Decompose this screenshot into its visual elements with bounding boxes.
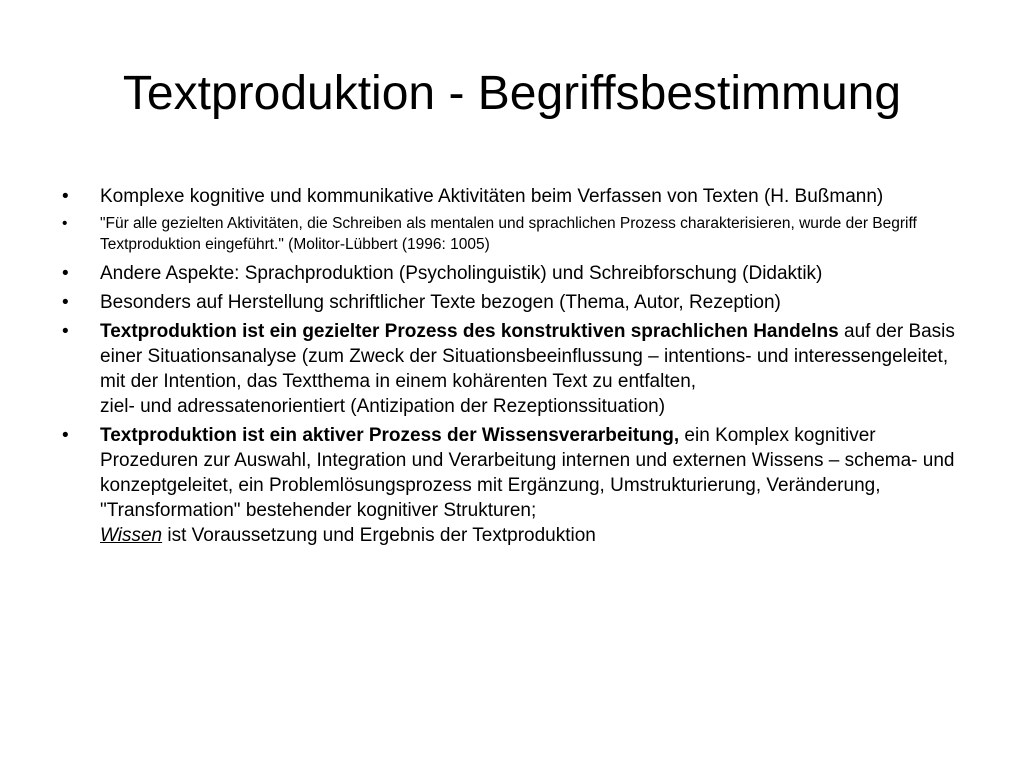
- bullet-text-line2: ziel- und adressatenorientiert (Antizipation der Rezeptionssituation): [100, 396, 666, 417]
- bullet-item: [62, 184, 972, 209]
- bullet-text-tail: ist Voraussetzung und Ergebnis der Textproduktion: [162, 525, 596, 546]
- bullet-text: Komplexe kognitive und kommunikative Aktivitäten beim Verfassen von Texten (H. Bußmann): [100, 186, 884, 207]
- bullet-marker: •: [62, 425, 69, 446]
- emphasized-word: Wissen: [100, 525, 163, 546]
- bullet-marker: •: [62, 292, 69, 313]
- bullet-item-definition-1: [62, 319, 972, 419]
- bullet-marker: •: [62, 215, 68, 232]
- bullet-marker: •: [62, 186, 69, 207]
- bullet-text: Andere Aspekte: Sprachproduktion (Psycholinguistik) und Schreibforschung (Didaktik): [100, 263, 823, 284]
- bullet-item: [62, 261, 972, 286]
- slide-title: Textproduktion - Begriffsbestimmung: [122, 67, 902, 120]
- bullet-item: [62, 290, 972, 315]
- bullet-item-quote: [62, 213, 972, 255]
- bullet-text: ein Komplex kognitiver Prozeduren zur Auswahl, Integration und Verarbeitung internen und externen Wissens – schema- und konzeptgeleitet, ein Problemlösungsprozess mit Ergänzung, Umstrukturierung, Veränderung, "Transformation" bestehender kognitiver Strukturen;: [100, 425, 955, 521]
- bullet-text: "Für alle gezielten Aktivitäten, die Schreiben als mentalen und sprachlichen Prozess charakterisieren, wurde der Begriff Textproduktion eingeführt." (Molitor-Lübbert (1996: 1005): [100, 215, 917, 253]
- bullet-item-definition-2: [62, 423, 972, 548]
- bullet-text: Besonders auf Herstellung schriftlicher Texte bezogen (Thema, Autor, Rezeption): [100, 292, 781, 313]
- bullet-marker: •: [62, 321, 69, 342]
- bullet-text: auf der Basis einer Situationsanalyse (zum Zweck der Situationsbeeinflussung – intentions- und interessengeleitet, mit der Intention, das Textthema in einem kohärenten Text zu entfalten,: [100, 321, 955, 392]
- bullet-marker: •: [62, 263, 69, 284]
- bullet-bold-text: Textproduktion ist ein gezielter Prozess des konstruktiven sprachlichen Handelns: [100, 321, 839, 342]
- bullet-list: [62, 184, 972, 552]
- bullet-bold-text: Textproduktion ist ein aktiver Prozess der Wissensverarbeitung,: [100, 425, 680, 446]
